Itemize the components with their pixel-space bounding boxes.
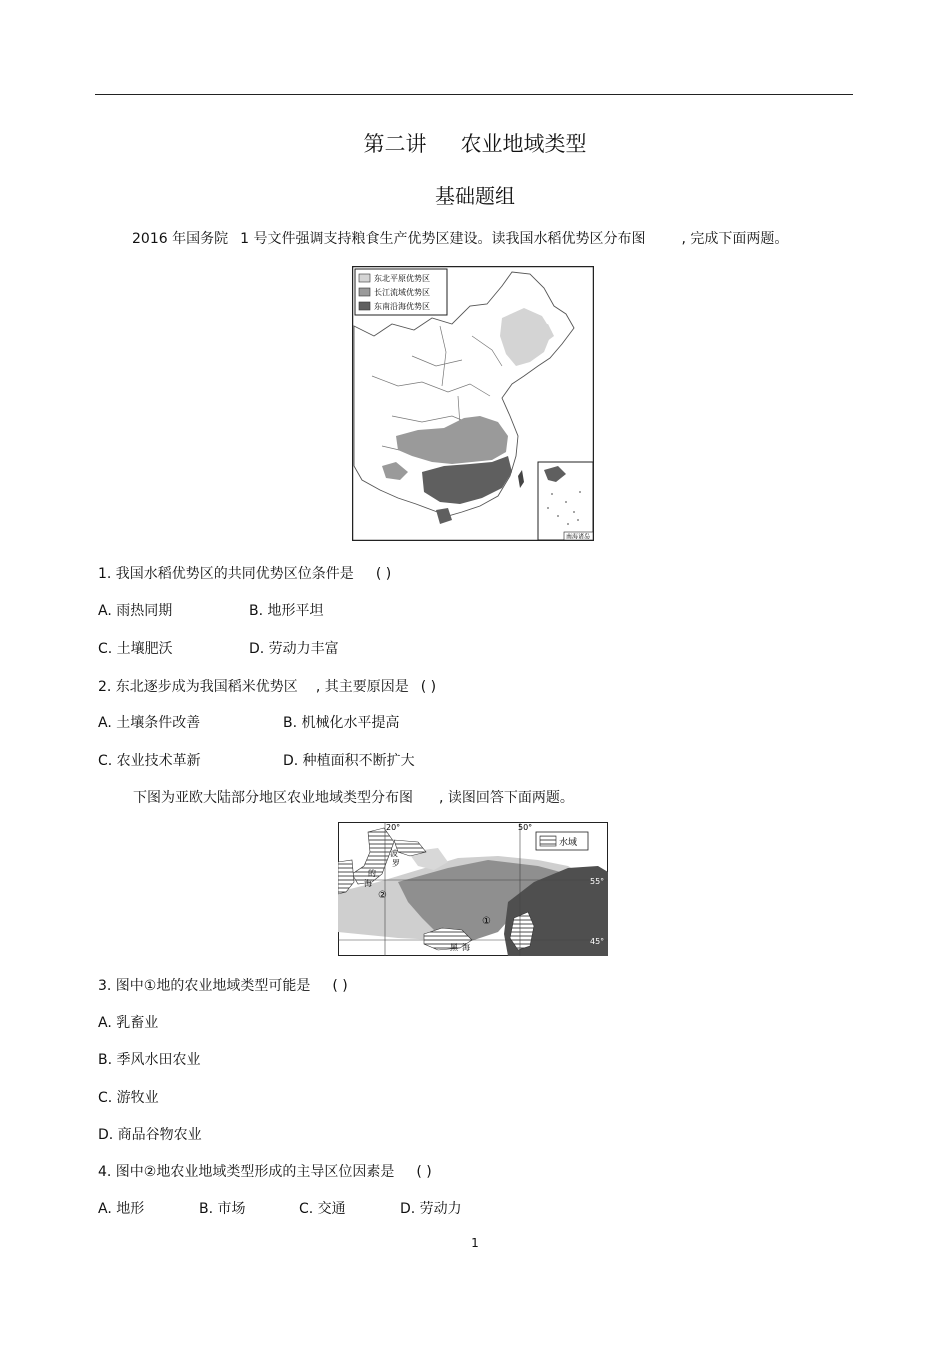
q3-option-b: B. 季风水田农业 (98, 1052, 201, 1068)
q4-option-d: D. 劳动力 (400, 1201, 462, 1217)
lon-label-20: 20° (386, 823, 401, 832)
q2-option-a: A. 土壤条件改善 (98, 715, 201, 731)
q2-option-c: C. 农业技术革新 (98, 753, 201, 769)
q4-option-b: B. 市场 (199, 1201, 246, 1217)
sea-label-luo: 罗 (392, 859, 400, 868)
marker-1: ① (482, 916, 491, 927)
legend-water: 水域 (559, 838, 578, 848)
sea-label-bo: 波 (390, 849, 398, 858)
q2-option-b: B. 机械化水平提高 (283, 715, 400, 731)
page-number: 1 (471, 1236, 479, 1250)
sea-label-hai-2: 海 (462, 943, 470, 952)
header-rule (95, 94, 853, 95)
china-rice-map (352, 266, 594, 541)
legend-yangtze: 长江流域优势区 (374, 288, 430, 297)
q4-option-a: A. 地形 (98, 1201, 145, 1217)
q1-option-d: D. 劳动力丰富 (249, 641, 339, 657)
q1-option-c: C. 土壤肥沃 (98, 641, 173, 657)
question-1: 1. 我国水稻优势区的共同优势区位条件是 ( ) (98, 566, 392, 582)
lon-label-50: 50° (518, 823, 533, 832)
q1-option-b: B. 地形平坦 (249, 603, 324, 619)
intro-paragraph-2: 下图为亚欧大陆部分地区农业地域类型分布图 , 读图回答下面两题。 (133, 790, 574, 806)
question-4: 4. 图中②地农业地域类型形成的主导区位因素是 ( ) (98, 1164, 432, 1180)
legend-northeast: 东北平原优势区 (374, 274, 430, 283)
title-topic: 农业地域类型 (460, 132, 587, 156)
q3-option-d: D. 商品谷物农业 (98, 1127, 202, 1143)
intro-paragraph-1: 2016 年国务院 1 号文件强调支持粮食生产优势区建设。读我国水稻优势区分布图 , 完成下面两题。 (132, 231, 789, 247)
lat-label-55: 55° (590, 877, 605, 886)
legend-southeast: 东南沿海优势区 (374, 302, 430, 311)
marker-2: ② (378, 890, 387, 901)
eurasia-agriculture-map (338, 822, 608, 956)
inset-label: 南海诸岛 (566, 533, 591, 541)
section-title: 基础题组 (435, 184, 515, 208)
sea-label-de: 的 (368, 869, 376, 878)
sea-label-hai: 海 (364, 879, 372, 888)
q3-option-c: C. 游牧业 (98, 1090, 159, 1106)
page-title (0, 128, 950, 158)
q1-option-a: A. 雨热同期 (98, 603, 173, 619)
title-lecture: 第二讲 (363, 132, 427, 156)
q3-option-a: A. 乳畜业 (98, 1015, 159, 1031)
lat-label-45: 45° (590, 937, 605, 946)
q2-option-d: D. 种植面积不断扩大 (283, 753, 415, 769)
sea-label-hei: 黑 (450, 943, 458, 952)
question-2: 2. 东北逐步成为我国稻米优势区 , 其主要原因是 ( ) (98, 679, 437, 695)
question-3: 3. 图中①地的农业地域类型可能是 ( ) (98, 978, 348, 994)
q4-option-c: C. 交通 (299, 1201, 346, 1217)
